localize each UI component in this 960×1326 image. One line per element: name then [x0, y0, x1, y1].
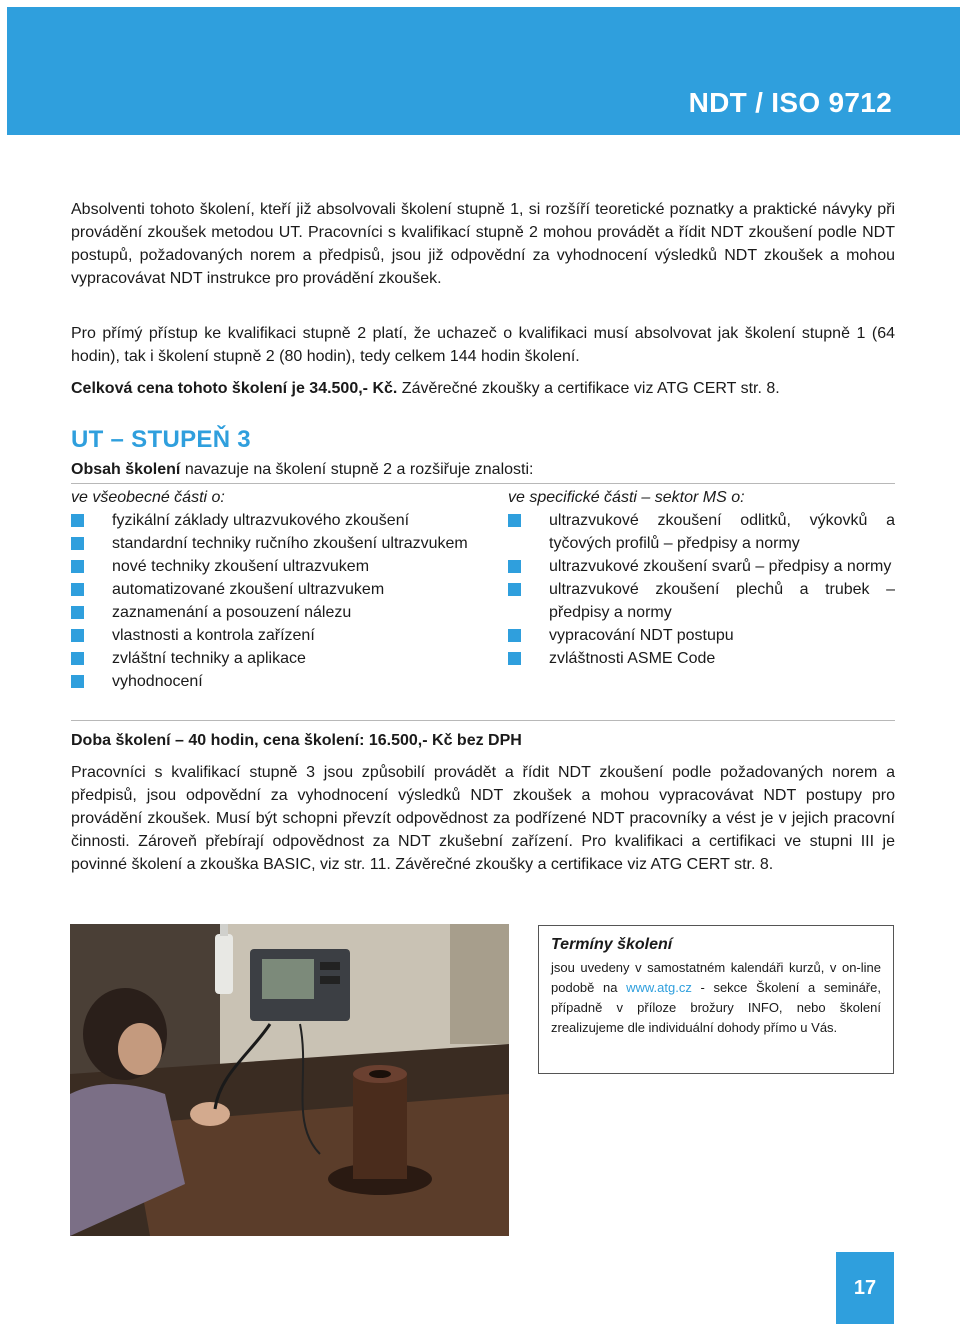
- list-item: vlastnosti a kontrola zařízení: [71, 624, 471, 647]
- square-bullet-icon: [71, 583, 84, 596]
- square-bullet-icon: [71, 629, 84, 642]
- square-bullet-icon: [71, 560, 84, 573]
- square-bullet-icon: [71, 675, 84, 688]
- list-item: nové techniky zkoušení ultrazvukem: [71, 555, 471, 578]
- exam-reference: Závěrečné zkoušky a certifikace viz ATG CERT str. 8.: [397, 380, 780, 397]
- training-photo: [70, 924, 509, 1236]
- list-item: ultrazvukové zkoušení svarů – předpisy a normy: [508, 555, 895, 578]
- square-bullet-icon: [508, 583, 521, 596]
- section-intro-bold: Obsah školení: [71, 461, 181, 478]
- section-intro-rest: navazuje na školení stupně 2 a rozšiřuje znalosti:: [180, 461, 534, 478]
- list-item: zvláštnosti ASME Code: [508, 647, 895, 670]
- list-item: standardní techniky ručního zkoušení ultrazvukem: [71, 532, 471, 555]
- specific-topics-list: [508, 509, 895, 670]
- list-item: ultrazvukové zkoušení plechů a trubek – předpisy a normy: [508, 578, 895, 624]
- price-paragraph: [71, 377, 895, 400]
- specific-topics-heading: ve specifické části – sektor MS o:: [508, 489, 745, 506]
- list-item: zaznamenání a posouzení nálezu: [71, 601, 471, 624]
- square-bullet-icon: [508, 629, 521, 642]
- list-item: zvláštní techniky a aplikace: [71, 647, 471, 670]
- general-topics-list: [71, 509, 471, 693]
- duration-price-line: Doba školení – 40 hodin, cena školení: 16.500,- Kč bez DPH: [71, 732, 522, 749]
- intro-paragraph-1: Absolventi tohoto školení, kteří již absolvovali školení stupně 1, si rozšíří teoretické poznatky a praktické návyky při provádění zkoušek metodou UT. Pracovníci s kvalifikací stupně 2 mohou provádět a řídit NDT zkoušení podle NDT postupů, požadovaných norem a předpisů, jsou již odpovědní za vyhodnocení výsledků NDT zkoušek a mohou vypracovávat NDT instrukce pro provádění zkoušek.: [71, 201, 895, 287]
- list-item: vypracování NDT postupu: [508, 624, 895, 647]
- general-topics-column: [71, 486, 471, 693]
- section-title: UT – STUPEŇ 3: [71, 426, 251, 453]
- square-bullet-icon: [71, 606, 84, 619]
- list-item: fyzikální základy ultrazvukového zkoušení: [71, 509, 471, 532]
- square-bullet-icon: [508, 652, 521, 665]
- website-link[interactable]: www.atg.cz: [626, 980, 692, 995]
- list-item: ultrazvukové zkoušení odlitků, výkovků a tyčových profilů – předpisy a normy: [508, 509, 895, 555]
- square-bullet-icon: [71, 537, 84, 550]
- price-text: Celková cena tohoto školení je 34.500,- Kč.: [71, 380, 398, 397]
- square-bullet-icon: [508, 514, 521, 527]
- header-title: NDT / ISO 9712: [688, 87, 892, 118]
- divider-bottom: [71, 720, 895, 721]
- square-bullet-icon: [71, 652, 84, 665]
- schedule-infobox: [538, 925, 894, 1074]
- level3-paragraph: Pracovníci s kvalifikací stupně 3 jsou způsobilí provádět a řídit NDT zkoušení podle požadovaných norem a předpisů, jsou odpovědní za vyhodnocení výsledků NDT zkoušek a mohou vypracovávat NDT postupy pro provádění zkoušek. Musí být schopni převzít odpovědnost za podřízené NDT pracovníky a vést je v jejich pracovní činnosti. Zároveň přebírají odpovědnost za NDT zkušební zařízení. Pro kvalifikaci a certifikaci ve stupni III je povinné školení a zkouška BASIC, viz str. 11. Závěrečné zkoušky a certifikace viz ATG CERT str. 8.: [71, 764, 895, 873]
- section-intro: [71, 458, 533, 481]
- list-item: automatizované zkoušení ultrazvukem: [71, 578, 471, 601]
- page-number: 17: [836, 1252, 894, 1324]
- square-bullet-icon: [71, 514, 84, 527]
- schedule-text: jsou uvedeny v samostatném kalendáři kurzů, v on-line podobě na www.atg.cz - sekce Školení a semináře, případně v příloze brožury INFO, nebo školení zrealizujeme dle individuální dohody přímo u Vás.: [551, 960, 881, 1035]
- general-topics-heading: ve všeobecné části o:: [71, 489, 225, 506]
- header-band: [7, 7, 960, 135]
- schedule-title: Termíny školení: [551, 936, 673, 953]
- specific-topics-column: [508, 486, 895, 670]
- intro-paragraph-2: Pro přímý přístup ke kvalifikaci stupně 2 platí, že uchazeč o kvalifikaci musí absolvovat jak školení stupně 1 (64 hodin), tak i školení stupně 2 (80 hodin), tedy celkem 144 hodin školení.: [71, 325, 895, 365]
- divider-top: [71, 483, 895, 484]
- square-bullet-icon: [508, 560, 521, 573]
- list-item: vyhodnocení: [71, 670, 471, 693]
